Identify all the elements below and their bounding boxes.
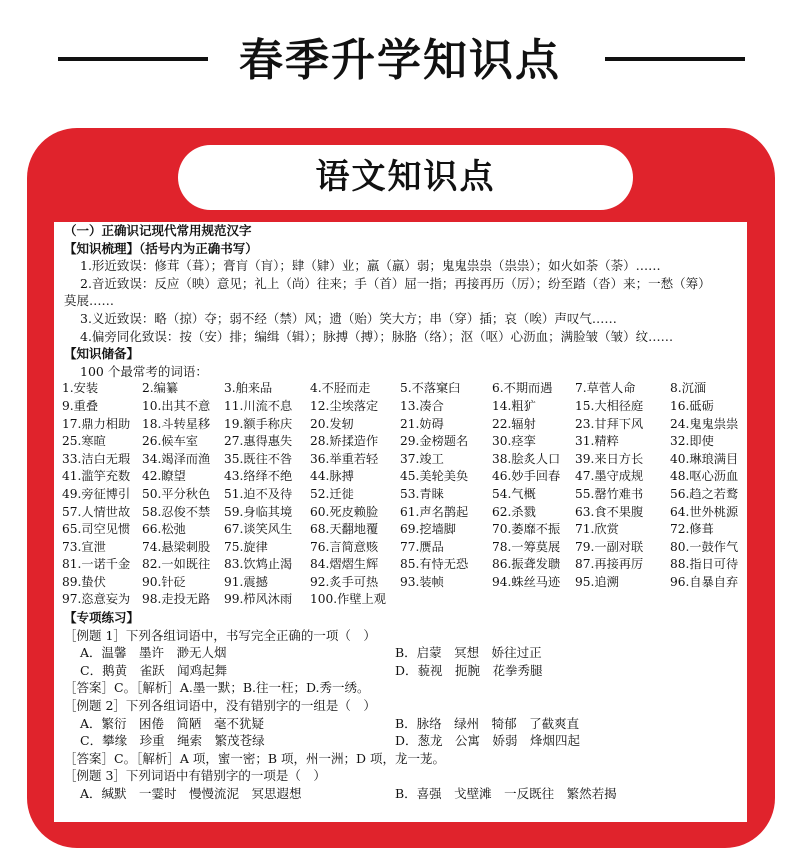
word-list [54, 380, 747, 609]
word-item: 62.杀戮 [492, 504, 536, 519]
document-page [54, 222, 747, 822]
word-item: 83.饮鸩止渴 [224, 557, 293, 572]
word-item: 39.来日方长 [575, 451, 644, 466]
word-item: 20.发轫 [310, 416, 354, 431]
word-item: 33.洁白无瑕 [62, 451, 131, 466]
example-answer: ［答案］C。［解析］A 项，蜜一密；B 项，州一洲；D 项，龙一茏。 [64, 750, 445, 766]
word-item: 25.寒暄 [62, 434, 106, 449]
word-item: 10.出其不意 [142, 398, 211, 413]
word-item: 96.自暴自弃 [670, 574, 739, 589]
word-item: 59.身临其境 [224, 504, 293, 519]
doc-heading: （一）正确识记现代常用规范汉字 [64, 223, 252, 238]
word-item: 89.蛰伏 [62, 574, 106, 589]
word-item: 37.竣工 [400, 451, 444, 466]
example-question: ［例题 3］下列词语中有错别字的一项是（ ） [64, 768, 326, 784]
word-item: 41.滥竽充数 [62, 469, 131, 484]
section-title: 语文知识点 [178, 145, 633, 210]
word-item: 40.琳琅满目 [670, 451, 739, 466]
word-item: 65.司空见惯 [62, 522, 131, 537]
word-item: 56.趋之若鹜 [670, 486, 739, 501]
header-banner [0, 0, 800, 110]
word-item: 46.妙手回春 [492, 469, 561, 484]
word-item: 92.炙手可热 [310, 574, 379, 589]
word-item: 84.熠熠生辉 [310, 557, 379, 572]
outline-line: 2.音近致误：反应（映）意见；礼上（尚）往来；手（首）屈一指；再接再历（厉）；纷至踏（沓）来；一愁（筹） [80, 275, 711, 291]
word-item: 95.追溯 [575, 574, 619, 589]
option: D．葱龙 公寓 娇弱 烽烟四起 [395, 733, 581, 749]
word-item: 93.装帧 [400, 574, 444, 589]
word-item: 64.世外桃源 [670, 504, 739, 519]
word-item: 80.一鼓作气 [670, 539, 739, 554]
word-item: 24.鬼鬼祟祟 [670, 416, 739, 431]
example-question: ［例题 1］下列各组词语中，书写完全正确的一项（ ） [64, 627, 376, 643]
word-item: 19.额手称庆 [224, 416, 293, 431]
word-item: 73.宣泄 [62, 539, 106, 554]
word-item: 52.迁徙 [310, 486, 354, 501]
word-item: 8.沉湎 [670, 381, 707, 396]
word-item: 85.有恃无恐 [400, 557, 469, 572]
word-item: 51.迫不及待 [224, 486, 293, 501]
word-item: 15.大相径庭 [575, 398, 644, 413]
word-item: 81.一诺千金 [62, 557, 131, 572]
word-item: 53.青睐 [400, 486, 444, 501]
option: A．缄默 一霎时 慢慢流泥 冥思遐想 [80, 786, 302, 801]
word-item: 4.不胫而走 [310, 381, 371, 396]
example-question: ［例题 2］下列各组词语中，没有错别字的一组是（ ） [64, 698, 376, 714]
word-item: 43.络绎不绝 [224, 469, 293, 484]
word-item: 49.旁征博引 [62, 486, 131, 501]
word-item: 45.美轮美奂 [400, 469, 469, 484]
practice-title: 【专项练习】 [64, 610, 140, 626]
example-options [54, 644, 747, 679]
word-item: 9.重叠 [62, 398, 99, 413]
word-item: 60.死皮赖脸 [310, 504, 379, 519]
word-item: 72.修葺 [670, 522, 714, 537]
outline-title: 【知识梳理】（括号内为正确书写） [64, 240, 258, 256]
option: A．温馨 墨许 渺无人烟 [80, 645, 227, 661]
word-item: 42.瞭望 [142, 469, 186, 484]
word-item: 82.一如既往 [142, 557, 211, 572]
outline-line: 3.义近致误：略（掠）夺；弱不经（禁）风；遗（贻）笑大方；串（穿）插；哀（唉）声叹气…… [80, 310, 617, 326]
example-options [54, 715, 747, 750]
option: A．繁衍 困倦 简陋 毫不犹疑 [80, 715, 265, 731]
word-item: 28.矫揉造作 [310, 434, 379, 449]
word-item: 63.食不果腹 [575, 504, 644, 519]
word-item: 55.罄竹难书 [575, 486, 644, 501]
word-item: 23.甘拜下风 [575, 416, 644, 431]
word-item: 54.气概 [492, 486, 536, 501]
word-item: 57.人情世故 [62, 504, 131, 519]
word-item: 6.不期而遇 [492, 381, 553, 396]
word-item: 1.安装 [62, 381, 99, 396]
reserve-intro: 100 个最常考的词语： [80, 363, 208, 379]
word-item: 13.凑合 [400, 398, 444, 413]
word-item: 50.平分秋色 [142, 486, 211, 501]
word-item: 27.惠得惠失 [224, 434, 293, 449]
word-item: 58.忍俊不禁 [142, 504, 211, 519]
option: B．喜强 戈壁滩 一反既往 繁然若揭 [395, 786, 617, 801]
word-item: 86.振聋发聩 [492, 557, 561, 572]
word-item: 30.痉挛 [492, 434, 536, 449]
word-item: 31.精粹 [575, 434, 619, 449]
word-item: 21.妨碍 [400, 416, 444, 431]
word-item: 36.举重若轻 [310, 451, 379, 466]
word-item: 66.松弛 [142, 522, 186, 537]
word-item: 26.候车室 [142, 434, 198, 449]
word-item: 99.栉风沐雨 [224, 592, 293, 607]
reserve-title: 【知识储备】 [64, 346, 140, 362]
word-item: 22.辐射 [492, 416, 536, 431]
word-item: 69.挖墙脚 [400, 522, 456, 537]
word-item: 16.砥砺 [670, 398, 714, 413]
word-item: 70.萎靡不振 [492, 522, 561, 537]
word-item: 12.尘埃落定 [310, 398, 379, 413]
word-item: 61.声名鹊起 [400, 504, 469, 519]
word-item: 5.不落窠臼 [400, 381, 461, 396]
word-item: 91.震撼 [224, 574, 268, 589]
word-item: 79.一副对联 [575, 539, 644, 554]
word-item: 67.谈笑风生 [224, 522, 293, 537]
word-item: 3.舶来品 [224, 381, 273, 396]
word-item: 68.天翻地覆 [310, 522, 379, 537]
word-item: 32.即使 [670, 434, 714, 449]
word-item: 35.既往不咎 [224, 451, 293, 466]
page-title: 春季升学知识点 [239, 35, 561, 86]
option: D．藐视 扼腕 花拳秀腿 [395, 662, 543, 678]
option: B．脉络 绿州 犄郁 了截爽直 [395, 715, 580, 731]
option: B．启蒙 冥想 娇往过正 [395, 645, 542, 661]
word-item: 71.欣赏 [575, 522, 619, 537]
word-item: 94.蛛丝马迹 [492, 574, 561, 589]
word-item: 11.川流不息 [224, 398, 293, 413]
word-item: 44.脉搏 [310, 469, 354, 484]
example-answer: ［答案］C。［解析］A.墨一默；B.往一枉；D.秀一绣。 [64, 680, 370, 696]
word-item: 47.墨守成规 [575, 469, 644, 484]
word-item: 100.作壁上观 [310, 592, 386, 607]
outline-line: 4.偏旁同化致误：按（安）排；编缉（辑）；脉搏（搏）；脉胳（络）；沤（呕）心沥血；满脸皱（皱）纹…… [80, 328, 674, 344]
word-item: 7.草菅人命 [575, 381, 636, 396]
word-item: 74.悬梁刺股 [142, 539, 211, 554]
option: C．攀缘 珍重 绳索 繁茂苍绿 [80, 733, 265, 749]
word-item: 48.呕心沥血 [670, 469, 739, 484]
word-item: 87.再接再厉 [575, 557, 644, 572]
outline-line: 莫展…… [64, 293, 115, 309]
word-item: 97.恣意妄为 [62, 592, 131, 607]
word-item: 77.赝品 [400, 539, 444, 554]
word-item: 78.一筹莫展 [492, 539, 561, 554]
option: C．鹅黄 雀跃 闻鸡起舞 [80, 662, 228, 678]
word-item: 88.指日可待 [670, 557, 739, 572]
outline-line: 1.形近致误：修茸（葺）；膏肓（肓）；肆（肄）业；羸（羸）弱；鬼鬼祟祟（祟祟）；如火如荼（荼）…… [80, 258, 661, 274]
word-item: 34.竭泽而渔 [142, 451, 211, 466]
word-item: 38.脍炙人口 [492, 451, 561, 466]
word-item: 98.走投无路 [142, 592, 211, 607]
word-item: 14.粗犷 [492, 398, 536, 413]
word-item: 17.鼎力相助 [62, 416, 131, 431]
word-item: 75.旋律 [224, 539, 268, 554]
word-item: 18.斗转星移 [142, 416, 211, 431]
word-item: 90.针砭 [142, 574, 186, 589]
right-rule [605, 57, 745, 61]
word-item: 76.言简意赅 [310, 539, 379, 554]
word-item: 2.编纂 [142, 381, 179, 396]
word-item: 29.金榜题名 [400, 434, 469, 449]
